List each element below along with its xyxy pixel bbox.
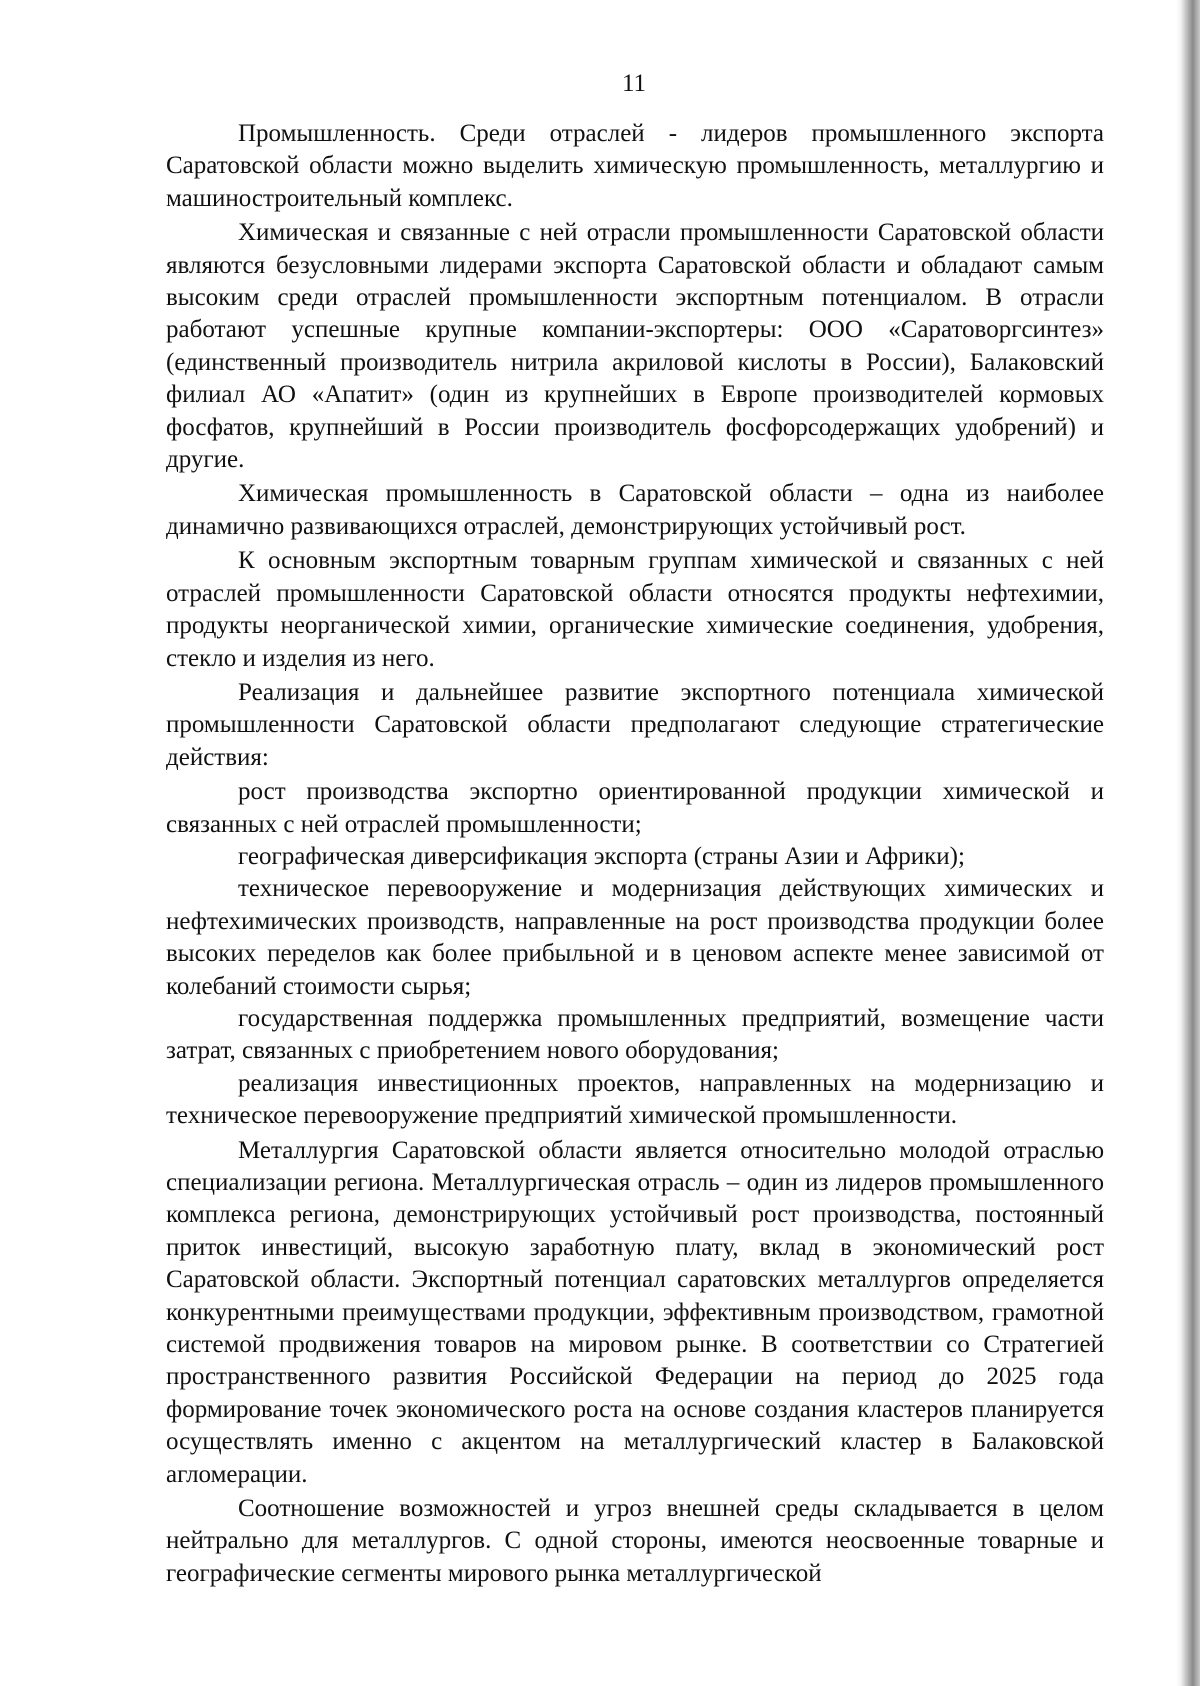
paragraph-metallurgy: Металлургия Саратовской области является относительно молодой отраслью специализации региона. Металлургическая отрасль – один из лидеров промышленного комплекса региона, демонстрирующих устойчивый рост производства, постоянный приток инвестиций, высокую заработную плату, вклад в экономический рост Саратовской области. Экспортный потенциал саратовских металлургов определяется конкурентными преимуществами продукции, эффективным производством, грамотной системой продвижения товаров на мировом рынке. В соответствии со Стратегией пространственного развития Российской Федерации на период до 2025 года формирование точек экономического роста на основе создания кластеров планируется осуществлять именно с акцентом на металлургический кластер в Балаковской агломерации.: [166, 1136, 1104, 1488]
list-item-geo-diversification: географическая диверсификация экспорта (страны Азии и Африки);: [238, 842, 965, 870]
scan-edge-shadow: [1176, 0, 1200, 1686]
paragraph-strategic-actions: Реализация и дальнейшее развитие экспортного потенциала химической промышленности Саратовской области предполагают следующие стратегические действия:: [166, 678, 1104, 771]
document-body: [166, 118, 1104, 1590]
paragraph-export-groups: К основным экспортным товарным группам химической и связанных с ней отраслей промышленности Саратовской области относятся продукты нефтехимии, продукты неорганической химии, органические химические соединения, удобрения, стекло и изделия из него.: [166, 547, 1104, 672]
paragraph-industry-intro: Промышленность. Среди отраслей - лидеров промышленного экспорта Саратовской области можно выделить химическую промышленность, металлургию и машиностроительный комплекс.: [166, 120, 1104, 212]
paragraph-opportunities-threats: Соотношение возможностей и угроз внешней среды складывается в целом нейтрально для металлургов. С одной стороны, имеются неосвоенные товарные и географические сегменты мирового рынка металлургической: [166, 1495, 1104, 1587]
list-item-state-support: государственная поддержка промышленных предприятий, возмещение части затрат, связанных с приобретением нового оборудования;: [166, 1004, 1104, 1065]
page-number: 11: [621, 70, 647, 97]
list-item-investment-projects: реализация инвестиционных проектов, направленных на модернизацию и техническое перевооружение предприятий химической промышленности.: [166, 1069, 1104, 1130]
paragraph-chemical-growth: Химическая промышленность в Саратовской области – одна из наиболее динамично развивающихся отраслей, демонстрирующих устойчивый рост.: [166, 480, 1104, 540]
paragraph-chemical-leaders: Химическая и связанные с ней отрасли промышленности Саратовской области являются безусловными лидерами экспорта Саратовской области и обладают самым высоким среди отраслей промышленности экспортным потенциалом. В отрасли работают успешные крупные компании-экспортеры: ООО «Саратоворгсинтез» (единственный производитель нитрила акриловой кислоты в России), Балаковский филиал АО «Апатит» (один из крупнейших в Европе производителей кормовых фосфатов, крупнейший в России производитель фосфорсодержащих удобрений) и другие.: [166, 219, 1104, 474]
list-item-modernization: техническое перевооружение и модернизация действующих химических и нефтехимических производств, направленные на рост производства продукции более высоких переделов как более прибыльной и в ценовом аспекте менее зависимой от колебаний стоимости сырья;: [166, 875, 1104, 1000]
list-item-production-growth: рост производства экспортно ориентированной продукции химической и связанных с ней отраслей промышленности;: [166, 778, 1104, 838]
